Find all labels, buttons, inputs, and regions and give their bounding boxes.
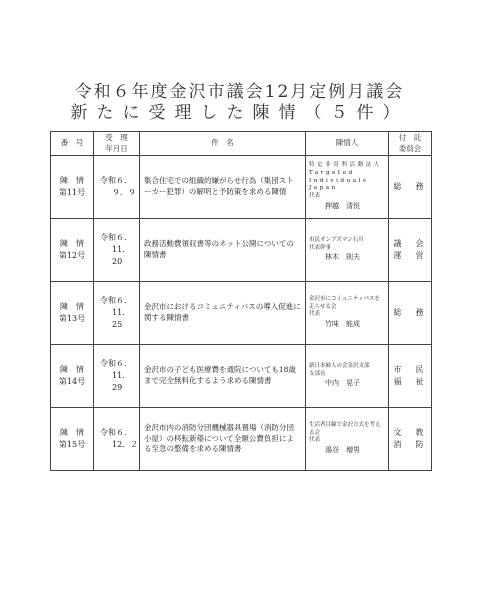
receipt-date-era: 令和６． [100, 176, 132, 185]
petition-number [51, 408, 94, 471]
petitioner [306, 282, 389, 345]
header-number: 番 号 [51, 132, 94, 156]
receipt-date-day: 12．２ [112, 440, 139, 449]
petition-subject: 政務活動費領収書等のネット公開についての陳情書 [140, 219, 306, 282]
petition-number-value: 第12号 [58, 251, 86, 260]
petitioner-representative: 押越 清悦 [325, 201, 360, 210]
table-row [51, 156, 432, 219]
petition-number-label: 陳 情 [60, 176, 84, 186]
header-committee-line1: 付 託 [398, 133, 422, 143]
receipt-date-era: 令和６． [100, 359, 132, 368]
header-committee [389, 132, 432, 156]
receipt-date-day: 11．29 [112, 371, 131, 392]
header-date-line2: 年月日 [105, 143, 128, 153]
petition-number-value: 第15号 [58, 440, 86, 449]
table-header-row [51, 132, 432, 156]
petitioner-role: 支部長 [309, 370, 326, 377]
receipt-date [94, 345, 140, 408]
petitioner-organization: 金沢市にコミュニティバスを走らせる会 [309, 296, 380, 310]
petition-number-label: 陳 情 [60, 239, 84, 249]
petition-number-value: 第11号 [58, 188, 86, 197]
committee-line2: 運 営 [393, 251, 427, 260]
header-petitioner: 陳情人 [306, 132, 389, 156]
petitioner-representative: 林木 則夫 [325, 253, 360, 262]
receipt-date-era: 令和６． [100, 233, 132, 242]
petitioner [306, 345, 389, 408]
committee-line1: 議 会 [393, 239, 427, 249]
header-date [94, 132, 140, 156]
table-row [51, 408, 432, 471]
petition-number [51, 345, 94, 408]
petitioner-role: 代表 [309, 193, 321, 200]
committee [389, 156, 432, 219]
petition-number-label: 陳 情 [60, 365, 84, 375]
receipt-date-day: 11．25 [112, 308, 131, 329]
header-subject: 件 名 [140, 132, 306, 156]
petition-subject: 金沢市におけるコミュニティバスの導入促進に関する陳情書 [140, 282, 306, 345]
receipt-date-era: 令和６． [100, 296, 132, 305]
table-row [51, 282, 432, 345]
committee-line1: 市 民 [393, 365, 427, 375]
petition-number [51, 156, 94, 219]
committee-line1: 総 務 [393, 182, 427, 192]
petition-subject: 金沢市内の消防分団機械器具置場（消防分団小屋）の移転新築について全額公費負担による至急の整備を求める陳情書 [140, 408, 306, 471]
petitioner-representative: 竹味 能成 [325, 320, 360, 329]
document-title-line1: 令和６年度金沢市議会12月定例月議会 [74, 82, 405, 102]
petitioner-organization: 新日本婦人の会金沢支部 [309, 362, 370, 369]
petition-number-value: 第14号 [58, 377, 86, 386]
document-title-line2: 新たに受理した陳情（５件） [70, 103, 409, 123]
committee-line2: 福 祉 [393, 377, 427, 386]
petitioner [306, 408, 389, 471]
petition-number [51, 219, 94, 282]
petitioner-role: 代表 [309, 311, 321, 318]
receipt-date-era: 令和６． [100, 428, 132, 437]
petitioner [306, 156, 389, 219]
petition-number-value: 第13号 [58, 314, 86, 323]
committee [389, 408, 432, 471]
petitioner-organization: 生活者目線で金沢方式を考える会 [309, 422, 381, 436]
receipt-date-day: 11．20 [112, 245, 131, 266]
table-row [51, 219, 432, 282]
petitioner-role: 代表幹事 [309, 244, 332, 251]
committee-line2: 消 防 [393, 440, 427, 449]
petition-table [50, 131, 432, 471]
committee [389, 345, 432, 408]
receipt-date-day: ９．９ [112, 188, 136, 197]
receipt-date [94, 219, 140, 282]
committee-line1: 文 教 [393, 428, 427, 438]
petition-number-label: 陳 情 [60, 428, 84, 438]
receipt-date [94, 156, 140, 219]
committee [389, 282, 432, 345]
petitioner [306, 219, 389, 282]
petitioner-representative: 湯谷 増男 [325, 446, 360, 455]
receipt-date [94, 408, 140, 471]
receipt-date [94, 282, 140, 345]
header-committee-line2: 委員会 [398, 143, 422, 153]
petition-number-label: 陳 情 [60, 302, 84, 312]
header-date-line1: 受 理 [105, 133, 128, 143]
table-row [51, 345, 432, 408]
petitioner-organization: 市民オンブズマン石川 [309, 236, 364, 243]
petition-subject: 金沢市の子ども医療費を通院についても18歳まで完全無料化するよう求める陳情書 [140, 345, 306, 408]
petitioner-role: 代表 [309, 437, 321, 444]
committee-line1: 総 務 [393, 308, 427, 318]
petition-number [51, 282, 94, 345]
petitioner-organization: 特定非営利活動法人 Targeted Individuals Japan [309, 162, 382, 192]
petitioner-representative: 中内 晃子 [325, 379, 360, 388]
committee [389, 219, 432, 282]
petition-subject: 集合住宅での組織的嫌がらせ行為（集団ストーカー犯罪）の解明と予防策を求める陳情 [140, 156, 306, 219]
